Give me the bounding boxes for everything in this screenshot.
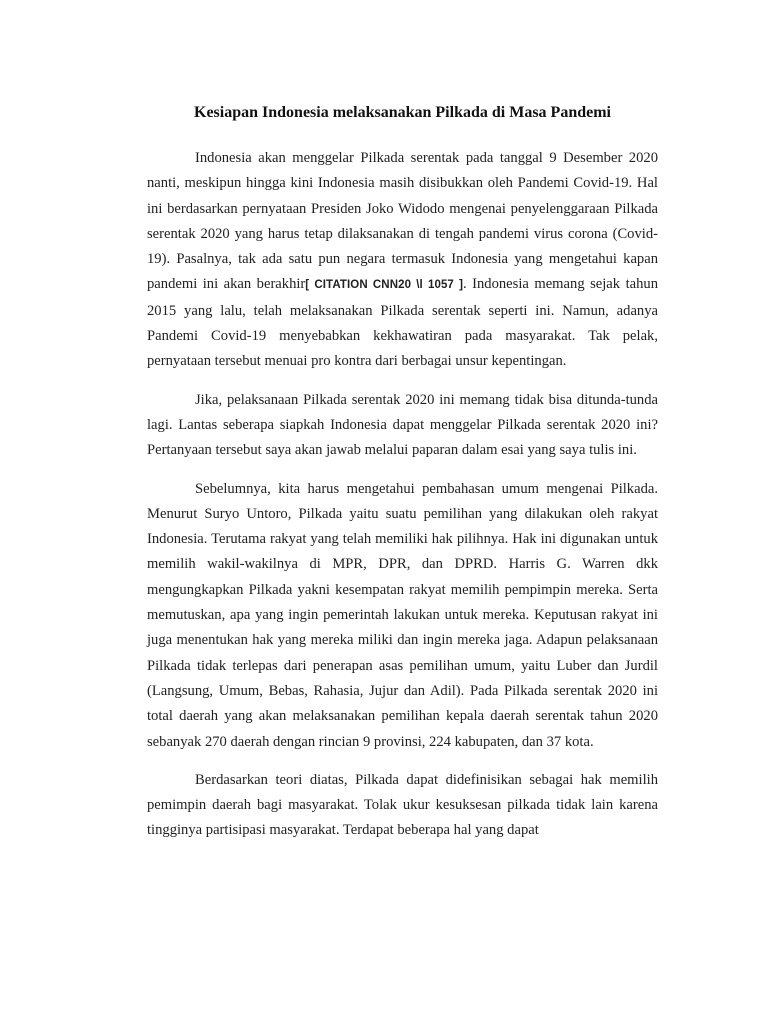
document-body [147, 100, 658, 857]
paragraph-1-text: Indonesia akan menggelar Pilkada serentak pada tanggal 9 Desember 2020 nanti, meskipun hingga kini Indonesia masih disibukkan oleh Pandemi Covid-19. Hal ini berdasarkan pernyataan Presiden Joko Widodo mengenai penyelenggaraan Pilkada serentak 2020 yang harus tetap dilaksanakan di tengah pandemi virus corona (Covid-19). Pasalnya, tak ada satu pun negara termasuk Indonesia yang mengetahui kapan pandemi ini akan berakhir [147, 150, 658, 293]
document-title: Kesiapan Indonesia melaksanakan Pilkada di Masa Pandemi [194, 104, 611, 121]
paragraph-2: Jika, pelaksanaan Pilkada serentak 2020 ini memang tidak bisa ditunda-tunda lagi. Lantas seberapa siapkah Indonesia dapat menggelar Pilkada serentak 2020 ini? Pertanyaan tersebut saya akan jawab melalui paparan dalam esai yang saya tulis ini. [147, 391, 658, 459]
paragraph-1-continuation: . Indonesia memang sejak tahun 2015 yang lalu, telah melaksanakan Pilkada serentak seperti ini. Namun, adanya Pandemi Covid-19 menyebabkan kekhawatiran pada masyarakat. Tak pelak, pernyataan tersebut menuai pro kontra dari berbagai unsur kepentingan. [147, 276, 658, 370]
citation-field[interactable]: [ CITATION CNN20 \l 1057 ] [305, 279, 463, 292]
paragraph-4: Berdasarkan teori diatas, Pilkada dapat didefinisikan sebagai hak memilih pemimpin daerah bagi masyarakat. Tolak ukur kesuksesan pilkada tidak lain karena tingginya partisipasi masyarakat. Terdapat beberapa hal yang dapat [147, 771, 658, 839]
paragraph-1 [147, 146, 658, 375]
paragraph-3: Sebelumnya, kita harus mengetahui pembahasan umum mengenai Pilkada. Menurut Suryo Untoro, Pilkada yaitu suatu pemilihan yang dilakukan oleh rakyat Indonesia. Terutama rakyat yang telah memiliki hak pilihnya. Hak ini digunakan untuk memilih wakil-wakilnya di MPR, DPR, dan DPRD. Harris G. Warren dkk mengungkapkan Pilkada yakni kesempatan rakyat memilih pempimpin mereka. Serta memutuskan, apa yang ingin pemerintah lakukan untuk mereka. Keputusan rakyat ini juga menentukan hak yang mereka miliki dan ingin mereka jaga. Adapun pelaksanaan Pilkada tidak terlepas dari penerapan asas pemilihan umum, yaitu Luber dan Jurdil (Langsung, Umum, Bebas, Rahasia, Jujur dan Adil). Pada Pilkada serentak 2020 ini total daerah yang akan melaksanakan pemilihan kepala daerah serentak tahun 2020 sebanyak 270 daerah dengan rincian 9 provinsi, 224 kabupaten, dan 37 kota. [147, 480, 658, 750]
